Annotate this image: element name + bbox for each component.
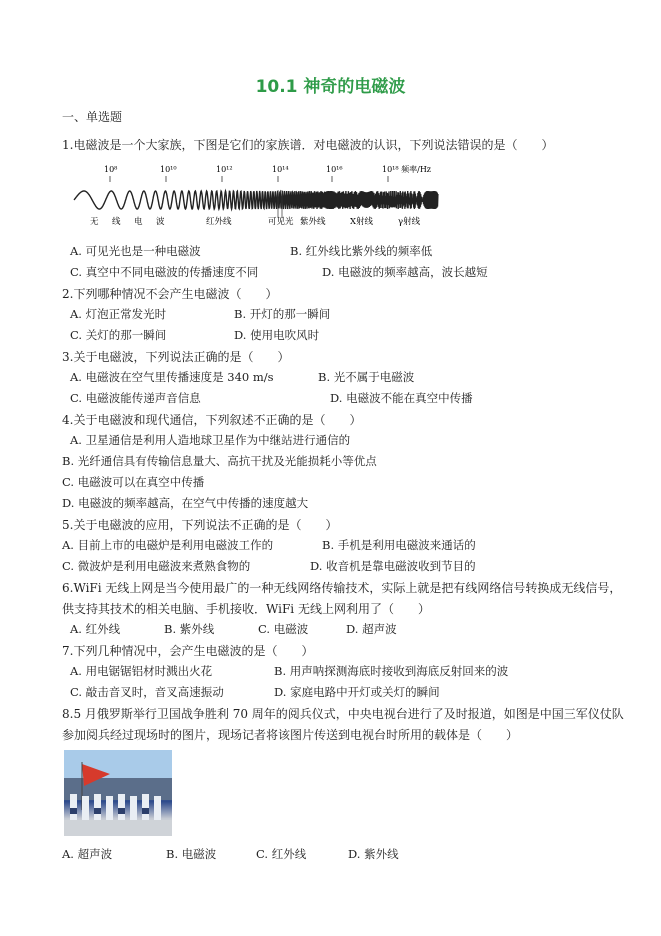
question-8-stem: 8.5 月俄罗斯举行卫国战争胜利 70 周年的阅兵仪式，中央电视台进行了及时报道，如图是中国三军仪仗队 [62, 707, 624, 721]
q2-option-d[interactable]: D. 使用电吹风时 [234, 328, 320, 342]
spectrum-label-1e12: 10¹² [216, 165, 233, 174]
q7-option-c[interactable]: C. 敲击音叉时，音叉高速振动 [70, 685, 224, 699]
q3-option-a[interactable]: A. 电磁波在空气里传播速度是 340 m/s [70, 370, 274, 384]
q3-option-c[interactable]: C. 电磁波能传递声音信息 [70, 391, 201, 405]
spectrum-label-1e18-freq: 10¹⁸ 频率/Hz [382, 165, 432, 174]
q6-option-b[interactable]: B. 紫外线 [164, 622, 215, 636]
spectrum-band-visible: 可见光 [268, 217, 294, 227]
question-5-stem: 5.关于电磁波的应用，下列说法不正确的是（ ） [62, 518, 338, 532]
spectrum-band-radio-4: 波 [156, 217, 165, 227]
q7-option-d[interactable]: D. 家庭电路中开灯或关灯的瞬间 [274, 685, 440, 699]
q7-option-a[interactable]: A. 用电锯锯铝材时溅出火花 [70, 664, 213, 678]
spectrum-band-radio-2: 线 [112, 217, 121, 227]
question-8-stem-line2: 参加阅兵经过现场时的图片，现场记者将该图片传送到电视台时所用的载体是（ ） [62, 728, 519, 742]
q4-option-c[interactable]: C. 电磁波可以在真空中传播 [62, 475, 205, 489]
q4-option-a[interactable]: A. 卫星通信是利用人造地球卫星作为中继站进行通信的 [70, 433, 351, 447]
q5-option-b[interactable]: B. 手机是利用电磁波来通话的 [322, 538, 476, 552]
q8-option-a[interactable]: A. 超声波 [62, 847, 113, 861]
q1-option-a[interactable]: A. 可见光也是一种电磁波 [70, 244, 201, 258]
spectrum-label-1e14: 10¹⁴ [272, 165, 289, 174]
spectrum-band-xray: X射线 [350, 217, 374, 227]
parade-photo [64, 750, 172, 836]
q2-option-b[interactable]: B. 开灯的那一瞬间 [234, 307, 331, 321]
em-spectrum-figure [68, 160, 448, 232]
q6-option-c[interactable]: C. 电磁波 [258, 622, 309, 636]
q4-option-d[interactable]: D. 电磁波的频率越高，在空气中传播的速度越大 [62, 496, 309, 510]
q3-option-b[interactable]: B. 光不属于电磁波 [318, 370, 415, 384]
q5-option-d[interactable]: D. 收音机是靠电磁波收到节目的 [310, 559, 476, 573]
q1-option-c[interactable]: C. 真空中不同电磁波的传播速度不同 [70, 265, 259, 279]
page-title: 10.1 神奇的电磁波 [255, 77, 406, 97]
q7-option-b[interactable]: B. 用声呐探测海底时接收到海底反射回来的波 [274, 664, 509, 678]
q6-option-d[interactable]: D. 超声波 [346, 622, 397, 636]
q8-option-b[interactable]: B. 电磁波 [166, 847, 217, 861]
spectrum-wave [74, 191, 438, 209]
spectrum-label-1e10: 10¹⁰ [160, 165, 177, 174]
spectrum-band-radio-3: 电 [134, 217, 143, 227]
q1-option-b[interactable]: B. 红外线比紫外线的频率低 [290, 244, 433, 258]
question-4-stem: 4.关于电磁波和现代通信，下列叙述不正确的是（ ） [62, 413, 362, 427]
spectrum-band-radio-1: 无 [90, 217, 99, 227]
q5-option-c[interactable]: C. 微波炉是利用电磁波来煮熟食物的 [62, 559, 251, 573]
q3-option-d[interactable]: D. 电磁波不能在真空中传播 [330, 391, 473, 405]
spectrum-label-1e16: 10¹⁶ [326, 165, 343, 174]
q2-option-a[interactable]: A. 灯泡正常发光时 [70, 307, 167, 321]
spectrum-label-1e8: 10⁸ [104, 165, 118, 174]
spectrum-band-infrared: 红外线 [206, 217, 232, 227]
question-1-stem: 1.电磁波是一个大家族，下图是它们的家族谱．对电磁波的认识，下列说法错误的是（ ） [62, 138, 554, 152]
q6-option-a[interactable]: A. 红外线 [70, 622, 121, 636]
q2-option-c[interactable]: C. 关灯的那一瞬间 [70, 328, 167, 342]
section-heading: 一、单选题 [62, 110, 123, 124]
spectrum-band-gamma: γ射线 [398, 217, 421, 227]
question-6-stem-line2: 供支持其技术的相关电脑、手机接收．WiFi 无线上网利用了（ ） [62, 602, 430, 616]
q5-option-a[interactable]: A. 目前上市的电磁炉是利用电磁波工作的 [62, 538, 274, 552]
q4-option-b[interactable]: B. 光纤通信具有传输信息量大、高抗干扰及光能损耗小等优点 [62, 454, 377, 468]
spectrum-band-ultraviolet: 紫外线 [300, 217, 326, 227]
question-2-stem: 2.下列哪种情况不会产生电磁波（ ） [62, 287, 278, 301]
question-6-stem: 6.WiFi 无线上网是当今使用最广的一种无线网络传输技术，实际上就是把有线网络信号转换成无线信号， [62, 581, 622, 595]
q8-option-d[interactable]: D. 紫外线 [348, 847, 399, 861]
q1-option-d[interactable]: D. 电磁波的频率越高，波长越短 [322, 265, 488, 279]
question-7-stem: 7.下列几种情况中，会产生电磁波的是（ ） [62, 644, 314, 658]
q8-option-c[interactable]: C. 红外线 [256, 847, 307, 861]
question-3-stem: 3.关于电磁波，下列说法正确的是（ ） [62, 350, 290, 364]
